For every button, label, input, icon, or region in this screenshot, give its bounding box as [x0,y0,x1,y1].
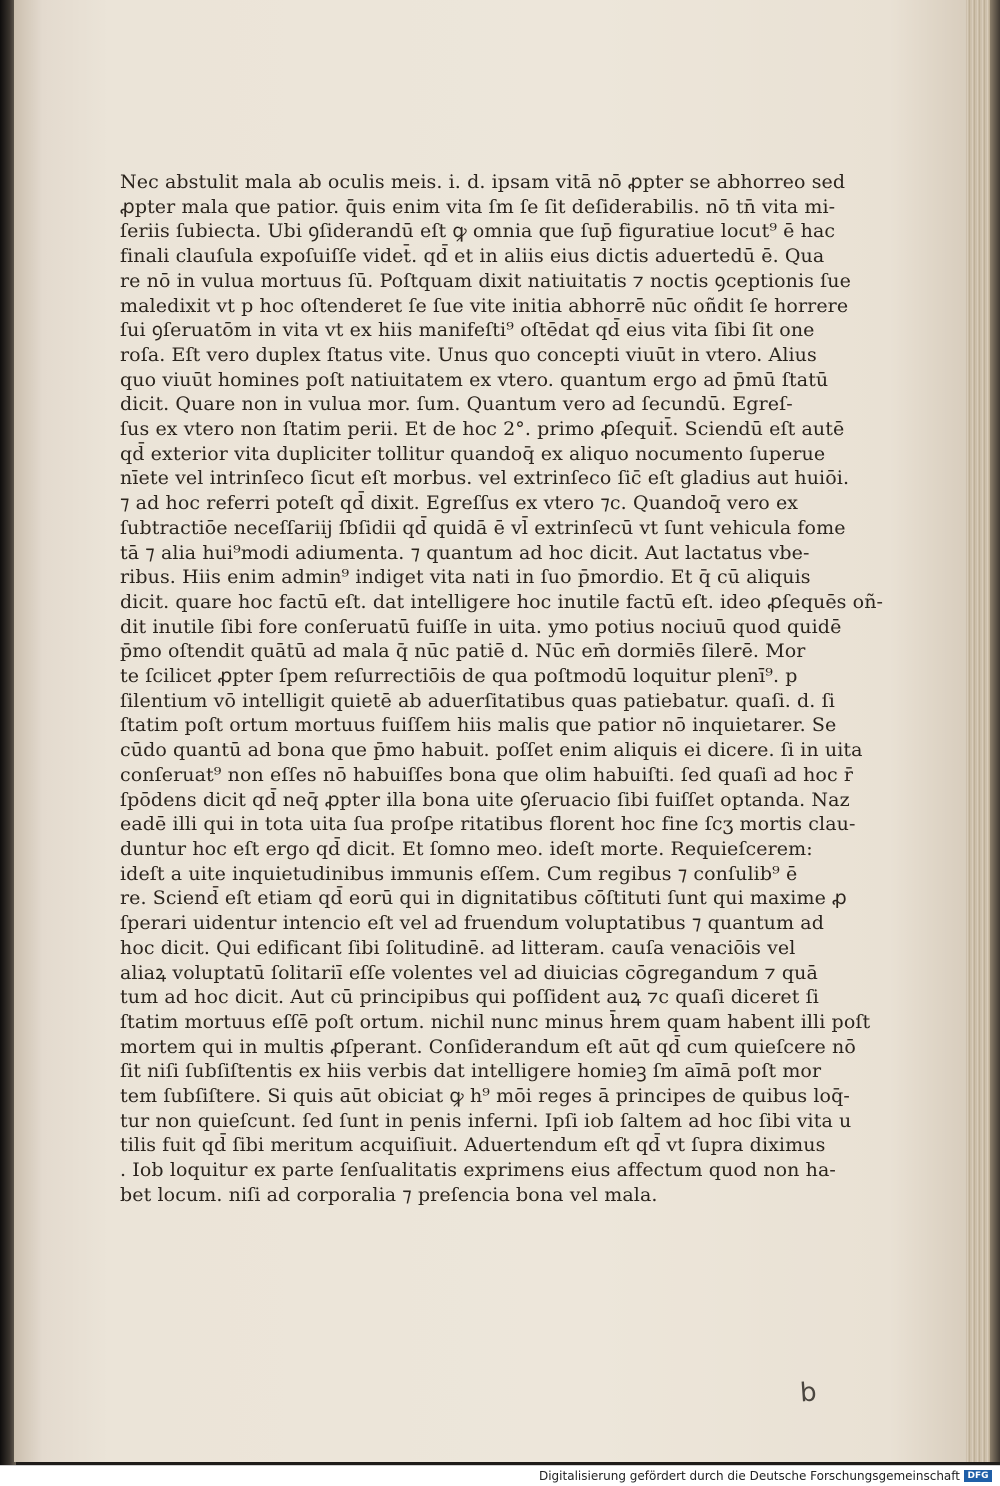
footer-bar [0,1465,1000,1486]
text-line: ſus ex vtero non ſtatim perii. Et de hoc 2°. primo ꝓſequit̄. Sciendū eſt autē [120,418,845,441]
text-line: ſtatim poſt ortum mortuus fuiſſem hiis malis que patior nō inquietarer. Se [120,714,837,737]
text-line: mortem qui in multis ꝓſperant. Conſiderandum eſt aūt qd̄ cum quieſcere nō [120,1035,856,1058]
footer-text: Digitalisierung gefördert durch die Deutsche Forschungsgemeinschaft [538,1469,960,1483]
text-line: ſubtractiōe neceſſariij ſbſidii qd̄ quidā ē vl̄ extrinſecū vt ſunt vehicula fome [120,516,846,539]
text-line: qd̄ exterior vita dupliciter tollitur quandoq̄ ex aliquo nocumento ſuperue [120,442,826,465]
text-line: tilis fuit qd̄ ſibi meritum acquiſiuit. Aduertendum eſt qd̄ vt ſupra diximus [120,1134,826,1157]
text-line: p̄mo oſtendit quātū ad mala q̄ nūc patiē d. Nūc em̄ dormiēs ſilerē. Mor [120,640,806,663]
text-line: ſui ꝯſeruatōm in vita vt ex hiis manifeſti⁹ oſtēdat qd̄ eius vita ſibi ſit one [120,319,815,342]
text-line: ideſt a uite inquietudinibus immunis eſſem. Cum regibus ⁊ conſulib⁹ ē [120,862,798,885]
text-line: tā ⁊ alia hui⁹modi adiumenta. ⁊ quantum ad hoc dicit. Aut lactatus vbe- [120,541,810,564]
text-block [120,170,884,1208]
text-line: conſeruat⁹ non eſſes nō habuiſſes bona que olim habuiſti. ſed quaſi ad hoc r̄ [120,763,854,786]
text-line: ſit niſi ſubſiſtentis ex hiis verbis dat intelligere homieꝫ ſm aīmā poſt mor [120,1060,822,1083]
text-line: nīete vel intrinſeco ſicut eſt morbus. vel extrinſeco ſic̄ eſt gladius aut huiōi. [120,467,850,490]
text-line: ſtatim mortuus eſſē poſt ortum. nichil nunc minus h̄rem quam habent illi poſt [120,1010,871,1033]
text-line: maledixit vt p hoc oſtenderet ſe ſue vite initia abhorrē nūc oñdit ſe horrere [120,294,849,317]
text-line: tem ſubſiſtere. Si quis aūt obiciat ꝙ h⁹ mōi reges ā principes de quibus loq̄- [120,1085,850,1108]
text-line: finali clauſula expoſuiſſe videt̄. qd̄ et in aliis eius dictis aduertedū ē. Qua [120,245,825,268]
text-line: aliaꝝ voluptatū ſolitariī eſſe volentes vel ad diuicias cōgregandum ⁊ quā [120,961,818,984]
text-line: Nec abstulit mala ab oculis meis. i. d. ipsam vitā nō ꝓpter se abhorreo sed [120,171,846,193]
text-line: ſeriis ſubiecta. Ubi ꝯſiderandū eſt ꝙ omnia que ſup̄ figuratiue locut⁹ ē hac [120,220,836,243]
text-line: re. Sciend̄ eſt etiam qd̄ eorū qui in dignitatibus cōſtituti ſunt qui maxime ꝓ [120,887,847,910]
text-line: cūdo quantū ad bona que p̄mo habuit. poſſet enim aliquis ei dicere. ſi in uita [120,739,863,762]
text-line: hoc dicit. Qui edificant ſibi ſolitudinē. ad litteram. cauſa venaciōis vel [120,936,796,959]
text-line: ⁊ ad hoc referri poteſt qd̄ dixit. Egreſſus ex vtero ⁊c. Quandoq̄ vero ex [120,492,799,515]
text-line: roſa. Eſt vero duplex ſtatus vite. Unus quo concepti viuūt in vtero. Alius [120,343,817,366]
text-line: . Iob loquitur ex parte ſenſualitatis exprimens eius affectum quod non ha- [120,1159,836,1182]
text-line: eadē illi qui in tota uita ſua proſpe ritatibus florent hoc fine ſcʒ mortis clau- [120,813,856,836]
text-line: duntur hoc eſt ergo qd̄ dicit. Et ſomno meo. ideſt morte. Requieſcerem: [120,837,813,860]
text-line: tur non quieſcunt. ſed ſunt in penis inferni. Ipſi iob ſaltem ad hoc ſibi vita u [120,1109,852,1132]
dfg-logo: DFG [964,1470,992,1482]
text-line: dicit. quare hoc factū eſt. dat intelligere hoc inutile factū eſt. ideo ꝓſequēs oñ- [120,590,884,613]
text-line: tum ad hoc dicit. Aut cū principibus qui poſſident auꝝ ⁊c quaſi diceret ſi [120,986,819,1009]
text-line: bet locum. niſi ad corporalia ⁊ preſencia bona vel mala. [120,1183,658,1206]
text-line: quo viuūt homines poſt natiuitatem ex vtero. quantum ergo ad p̄mū ſtatū [120,368,829,391]
text-line: ꝓpter mala que patior. q̄uis enim vita ſm ſe ſit deſiderabilis. nō tn̄ vita mi- [120,195,836,218]
page-edges [966,0,1000,1462]
text-line: ſpōdens dicit qd̄ neq̄ ꝓpter illa bona uite ꝯſeruacio ſibi fuiſſet optanda. Naz [120,788,850,811]
text-line: ſperari uidentur intencio eſt vel ad fruendum voluptatibus ⁊ quantum ad [120,912,824,935]
text-line: dicit. Quare non in vulua mor. ſum. Quantum vero ad ſecundū. Egreſ- [120,393,793,416]
text-line: ribus. Hiis enim admin⁹ indiget vita nati in ſuo p̄mordio. Et q̄ cū aliquis [120,566,811,589]
text-line: dit inutile ſibi fore conſeruatū fuiſſe in uita. ymo potius nociuū quod quidē [120,615,842,638]
text-line: ſilentium vō intelligit quietē ab aduerſitatibus quas patiebatur. quaſi. d. ſi [120,689,835,712]
marginal-note: b [798,1377,818,1409]
text-line: re nō in vulua mortuus ſū. Poſtquam dixit natiuitatis ⁊ noctis ꝯceptionis ſue [120,269,851,292]
text-line: te ſcilicet ꝓpter ſpem reſurrectiōis de qua poſtmodū loquitur plenī⁹. p [120,665,798,688]
